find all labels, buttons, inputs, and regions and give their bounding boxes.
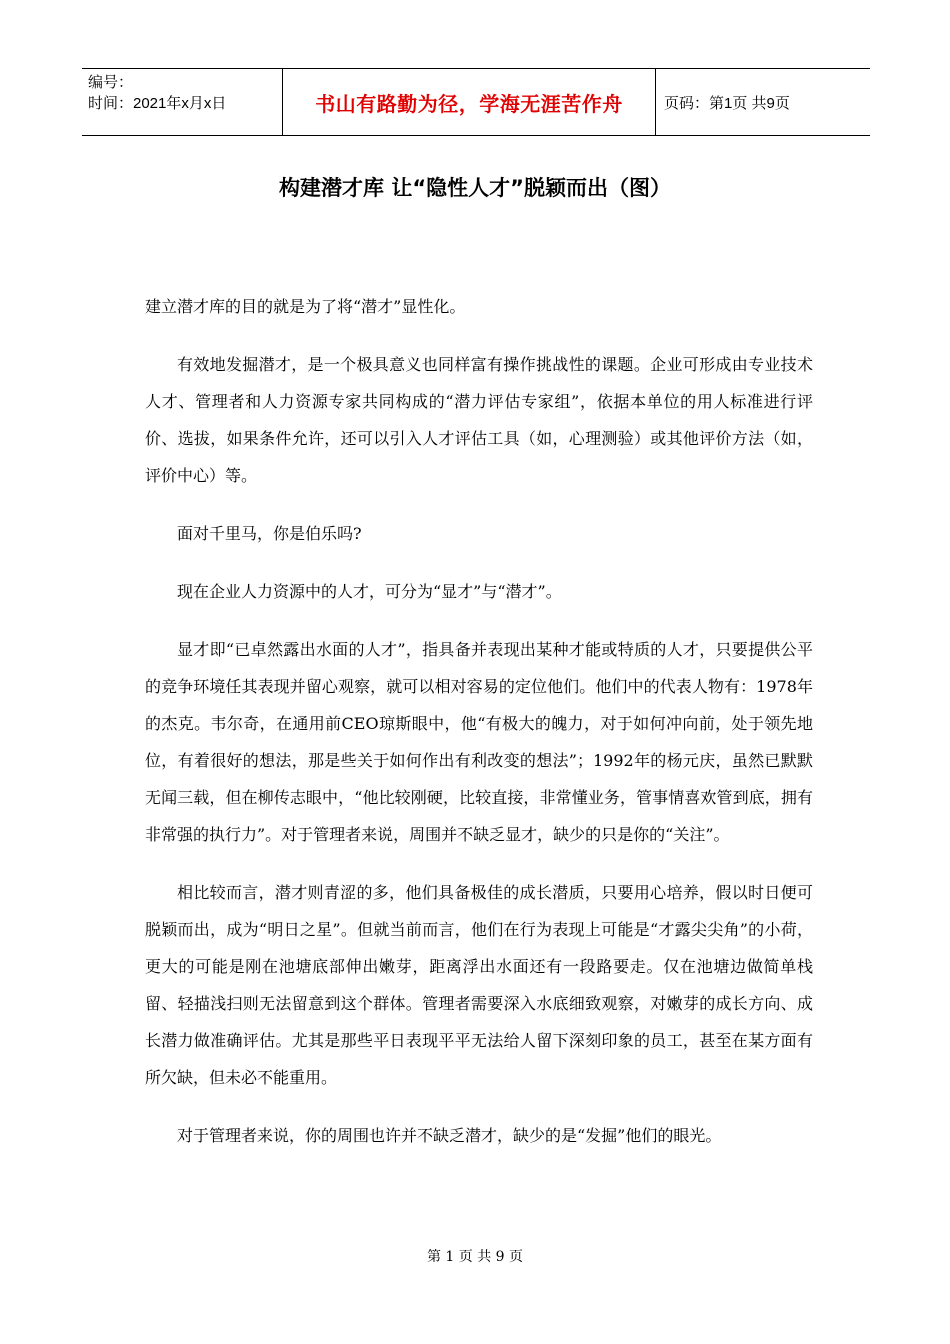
header-page-info: 页码：第1页 共9页 xyxy=(664,94,790,112)
paragraph: 有效地发掘潜才，是一个极具意义也同样富有操作挑战性的课题。企业可形成由专业技术人才、管理者和人力资源专家共同构成的“潜力评估专家组”，依据本单位的用人标准进行评价、选拔，如果条件允许，还可以引入人才评估工具（如，心理测验）或其他评价方法（如，评价中心）等。 xyxy=(145,355,813,485)
document-header xyxy=(82,68,870,136)
article-title: 构建潜才库 让“隐性人才”脱颖而出（图） xyxy=(279,176,671,200)
paragraph: 显才即“已卓然露出水面的人才”，指具备并表现出某种才能或特质的人才，只要提供公平的竞争环境任其表现并留心观察，就可以相对容易的定位他们。他们中的代表人物有：1978年的杰克。韦尔奇，在通用前CEO琼斯眼中，他“有极大的魄力，对于如何冲向前，处于领先地位，有着很好的想法，那是些关于如何作出有利改变的想法”；1992年的杨元庆，虽然已默默无闻三载，但在柳传志眼中，“他比较刚硬，比较直接，非常懂业务，管事情喜欢管到底，拥有非常强的执行力”。对于管理者来说，周围并不缺乏显才，缺少的只是你的“关注”。 xyxy=(145,640,813,844)
document-number-label: 编号： xyxy=(88,74,134,91)
document-date: 时间：2021年x月x日 xyxy=(88,95,227,112)
header-meta xyxy=(82,69,282,135)
paragraph: 对于管理者来说，你的周围也许并不缺乏潜才，缺少的是“发掘”他们的眼光。 xyxy=(177,1126,722,1145)
page-footer: 第 1 页 共 9 页 xyxy=(426,1249,524,1265)
paragraph: 现在企业人力资源中的人才，可分为“显才”与“潜才”。 xyxy=(177,582,562,601)
article-body xyxy=(145,288,813,1175)
paragraph: 面对千里马，你是伯乐吗? xyxy=(177,524,362,543)
paragraph: 相比较而言，潜才则青涩的多，他们具备极佳的成长潜质，只要用心培养，假以时日便可脱颖而出，成为“明日之星”。但就当前而言，他们在行为表现上可能是“才露尖尖角”的小荷，更大的可能是刚在池塘底部伸出嫩芽，距离浮出水面还有一段路要走。仅在池塘边做简单栈留、轻描浅扫则无法留意到这个群体。管理者需要深入水底细致观察，对嫩芽的成长方向、成长潜力做准确评估。尤其是那些平日表现平平无法给人留下深刻印象的员工，甚至在某方面有所欠缺，但未必不能重用。 xyxy=(145,883,813,1087)
paragraph: 建立潜才库的目的就是为了将“潜才”显性化。 xyxy=(145,297,466,316)
header-motto: 书山有路勤为径，学海无涯苦作舟 xyxy=(282,69,656,135)
